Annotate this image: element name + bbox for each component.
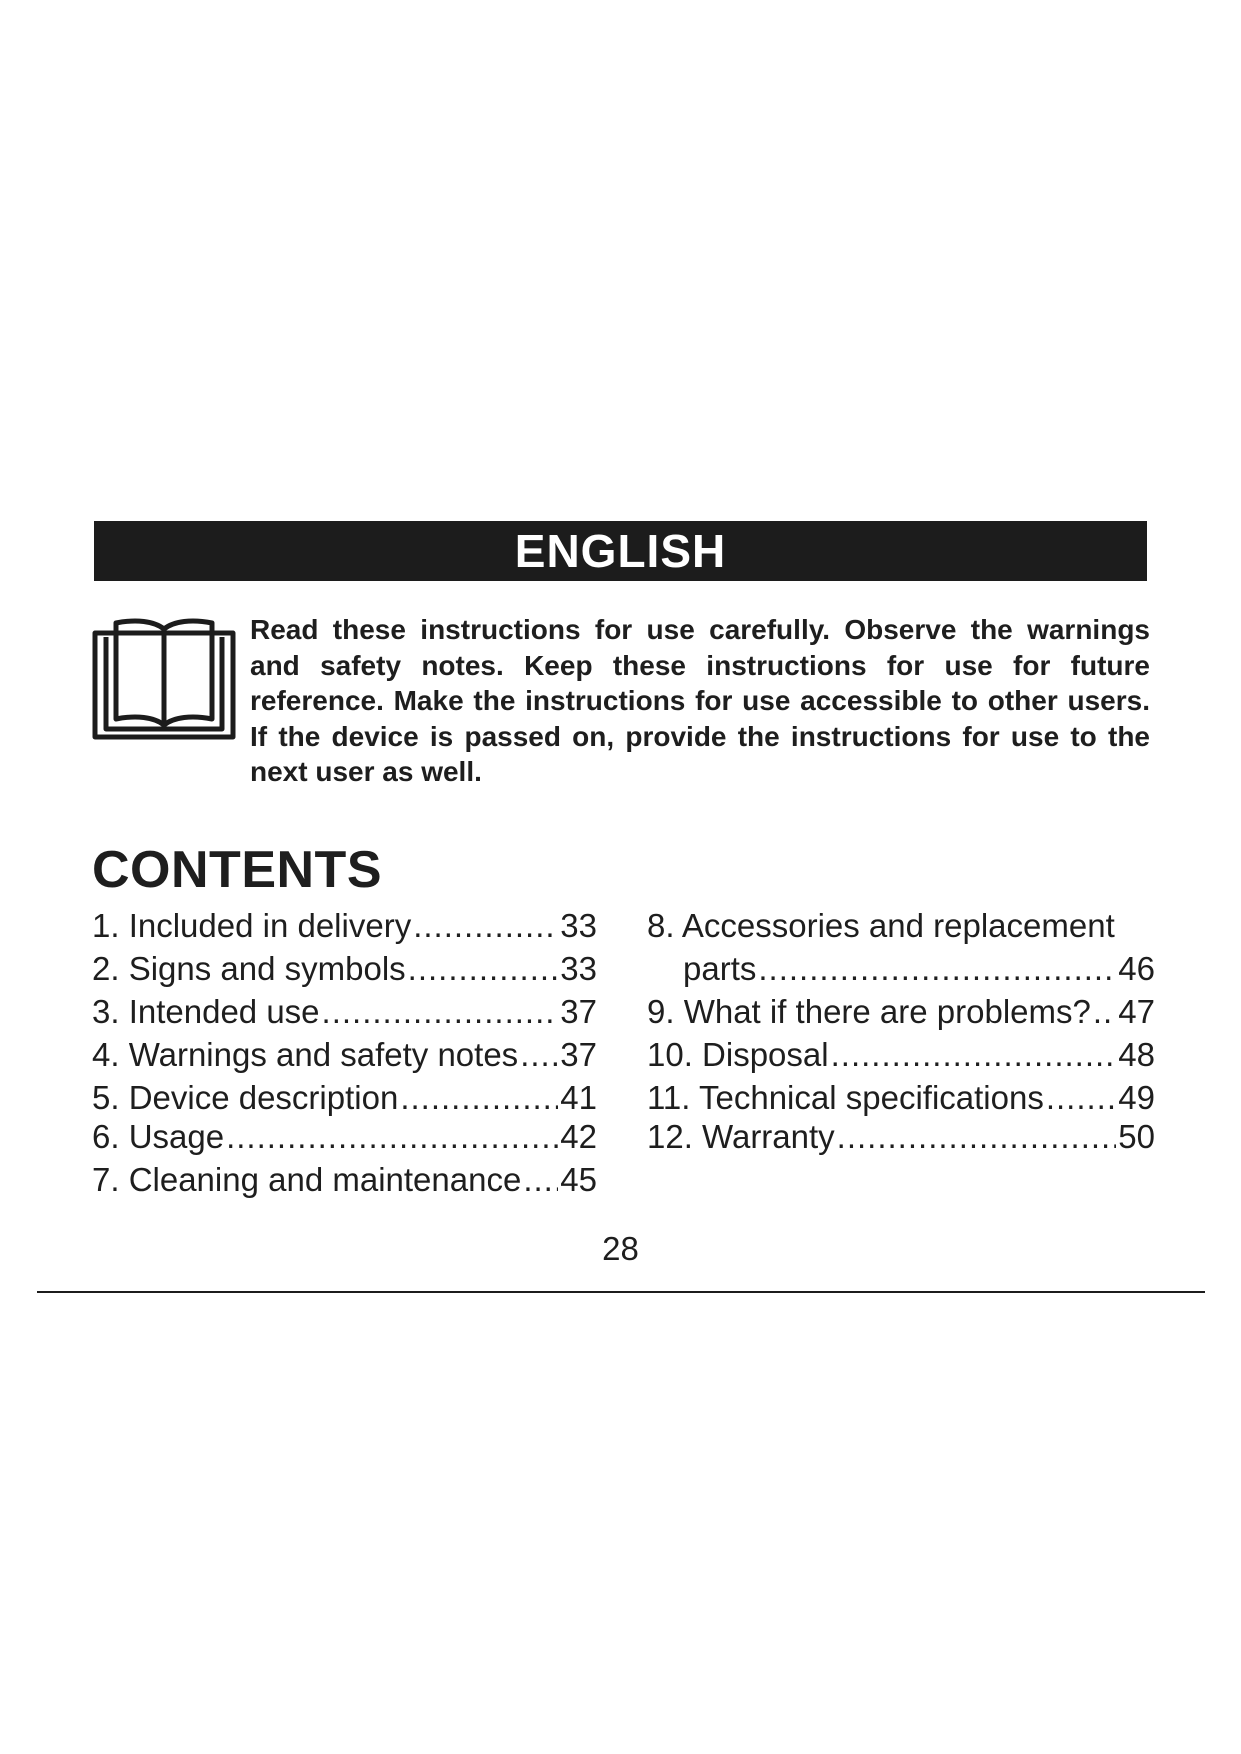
toc-entry-parts[interactable] (647, 949, 1155, 989)
toc-entry-signs-and-symbols[interactable] (92, 949, 597, 989)
toc-leader-dots (413, 906, 558, 946)
footer-divider (37, 1291, 1205, 1293)
toc-entry-label: 8. Accessories and replacement (647, 907, 1115, 944)
toc-entry-label: 10. Disposal (647, 1036, 829, 1073)
toc-entry-what-if-problems[interactable] (647, 992, 1155, 1032)
toc-entry-page: 50 (1118, 1118, 1155, 1155)
toc-entry-label: 9. What if there are problems? (647, 993, 1091, 1030)
toc-entry-page: 37 (560, 1036, 597, 1073)
toc-entry-accessories-and-replacement[interactable] (647, 906, 1155, 946)
toc-entry-label: parts (683, 950, 757, 987)
toc-leader-dots (1046, 1078, 1116, 1118)
toc-entry-page: 47 (1118, 993, 1155, 1030)
toc-leader-dots (322, 992, 559, 1032)
toc-entry-page: 48 (1118, 1036, 1155, 1073)
toc-entry-label: 11. Technical specifications (647, 1079, 1044, 1116)
toc-entry-page: 49 (1118, 1079, 1155, 1116)
toc-entry-page: 37 (560, 993, 597, 1030)
toc-entry-page: 45 (560, 1161, 597, 1198)
toc-entry-label: 5. Device description (92, 1079, 399, 1116)
toc-leader-dots (831, 1035, 1117, 1075)
page-number: 28 (602, 1230, 639, 1267)
contents-title: CONTENTS (92, 841, 382, 899)
toc-entry-page: 33 (560, 907, 597, 944)
toc-leader-dots (520, 1035, 558, 1075)
toc-entry-disposal[interactable] (647, 1035, 1155, 1075)
toc-entry-page: 41 (560, 1079, 597, 1116)
toc-leader-dots (837, 1117, 1117, 1157)
toc-entry-included-in-delivery[interactable] (92, 906, 597, 946)
toc-entry-warnings-and-safety-notes[interactable] (92, 1035, 597, 1075)
toc-entry-label: 12. Warranty (647, 1118, 835, 1155)
intro-text: Read these instructions for use carefully. Observe the warnings and safety notes. Keep these instructions for use for future reference. Make the instructions for use accessible to other users. If the device is passed on, provide the instructions for use to the next user as well. (250, 614, 1150, 787)
toc-entry-label: 7. Cleaning and maintenance (92, 1161, 522, 1198)
toc-entry-page: 46 (1118, 950, 1155, 987)
toc-entry-page: 42 (560, 1118, 597, 1155)
toc-entry-label: 6. Usage (92, 1118, 225, 1155)
toc-leader-dots (1093, 992, 1116, 1032)
language-title: ENGLISH (514, 525, 727, 577)
toc-entry-device-description[interactable] (92, 1078, 597, 1118)
toc-leader-dots (400, 1078, 558, 1118)
toc-entry-label: 4. Warnings and safety notes (92, 1036, 519, 1073)
toc-leader-dots (758, 949, 1116, 989)
language-banner (94, 521, 1147, 581)
toc-entry-label: 2. Signs and symbols (92, 950, 406, 987)
toc-entry-intended-use[interactable] (92, 992, 597, 1032)
toc-entry-warranty[interactable] (647, 1117, 1155, 1157)
toc-entry-usage[interactable] (92, 1117, 597, 1157)
open-book-icon (92, 617, 236, 741)
toc-entry-technical-specifications[interactable] (647, 1078, 1155, 1118)
toc-entry-cleaning-and-maintenance[interactable] (92, 1160, 597, 1200)
toc-entry-page: 33 (560, 950, 597, 987)
toc-leader-dots (408, 949, 559, 989)
toc-leader-dots (523, 1160, 558, 1200)
toc-entry-label: 3. Intended use (92, 993, 320, 1030)
toc-entry-label: 1. Included in delivery (92, 907, 412, 944)
toc-leader-dots (226, 1117, 558, 1157)
